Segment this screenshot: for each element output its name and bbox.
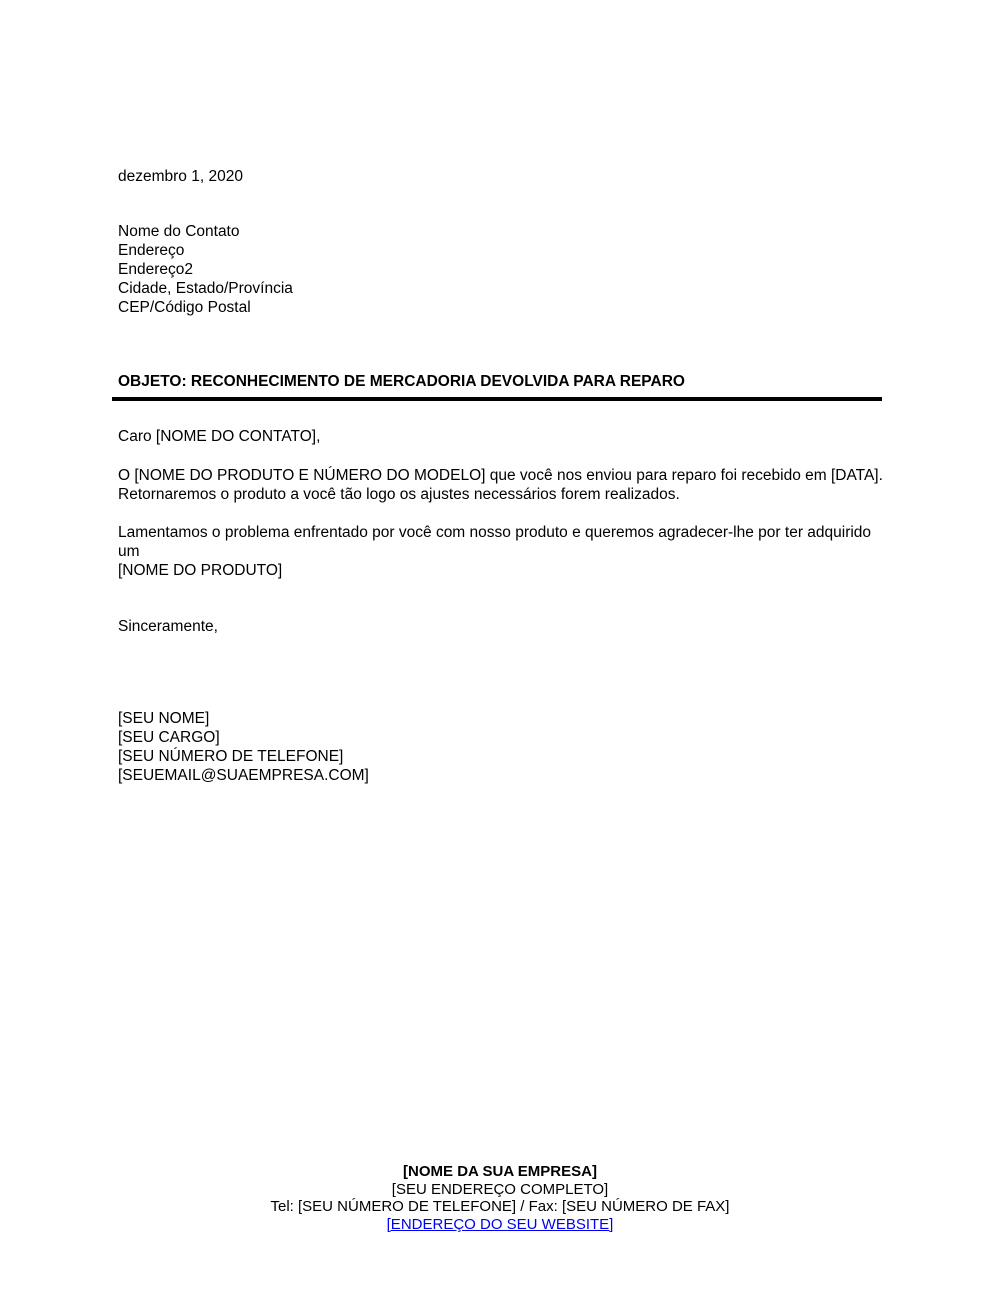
subject-divider-rule bbox=[112, 397, 882, 401]
signature-line-name: [SEU NOME] bbox=[118, 710, 210, 727]
greeting-line: Caro [NOME DO CONTATO], bbox=[118, 428, 321, 445]
recipient-line-contact-name: Nome do Contato bbox=[118, 223, 240, 240]
recipient-line-address2: Endereço2 bbox=[118, 261, 193, 278]
recipient-line-city-state: Cidade, Estado/Província bbox=[118, 280, 293, 297]
signature-line-title: [SEU CARGO] bbox=[118, 729, 220, 746]
paragraph-text: Lamentamos o problema enfrentado por você com nosso produto e queremos agradecer-lhe por ter adquirido um bbox=[118, 524, 872, 560]
signature-block bbox=[118, 709, 369, 785]
footer-website-link[interactable]: [ENDEREÇO DO SEU WEBSITE] bbox=[386, 1215, 614, 1233]
closing-line: Sinceramente, bbox=[118, 618, 218, 635]
product-name-line: [NOME DO PRODUTO] bbox=[118, 562, 283, 579]
date-line: dezembro 1, 2020 bbox=[118, 168, 243, 185]
recipient-block bbox=[118, 222, 293, 317]
footer-phone-fax: Tel: [SEU NÚMERO DE TELEFONE] / Fax: [SEU NÚMERO DE FAX] bbox=[270, 1198, 730, 1215]
body-paragraph-2 bbox=[118, 523, 888, 580]
footer-block bbox=[0, 1163, 1000, 1233]
signature-line-email: [SEUEMAIL@SUAEMPRESA.COM] bbox=[118, 767, 369, 784]
footer-address: [SEU ENDEREÇO COMPLETO] bbox=[391, 1180, 609, 1198]
signature-line-phone: [SEU NÚMERO DE TELEFONE] bbox=[118, 748, 344, 765]
recipient-line-address1: Endereço bbox=[118, 242, 185, 259]
body-paragraph-1 bbox=[118, 466, 888, 504]
subject-line: OBJETO: RECONHECIMENTO DE MERCADORIA DEVOLVIDA PARA REPARO bbox=[118, 373, 685, 390]
paragraph-text: O [NOME DO PRODUTO E NÚMERO DO MODELO] que você nos enviou para reparo foi recebido em [DATA]. Retornaremos o produto a você tão logo os ajustes necessários forem realizados. bbox=[118, 467, 883, 503]
footer-company-name: [NOME DA SUA EMPRESA] bbox=[403, 1163, 597, 1180]
recipient-line-postal-code: CEP/Código Postal bbox=[118, 299, 251, 316]
